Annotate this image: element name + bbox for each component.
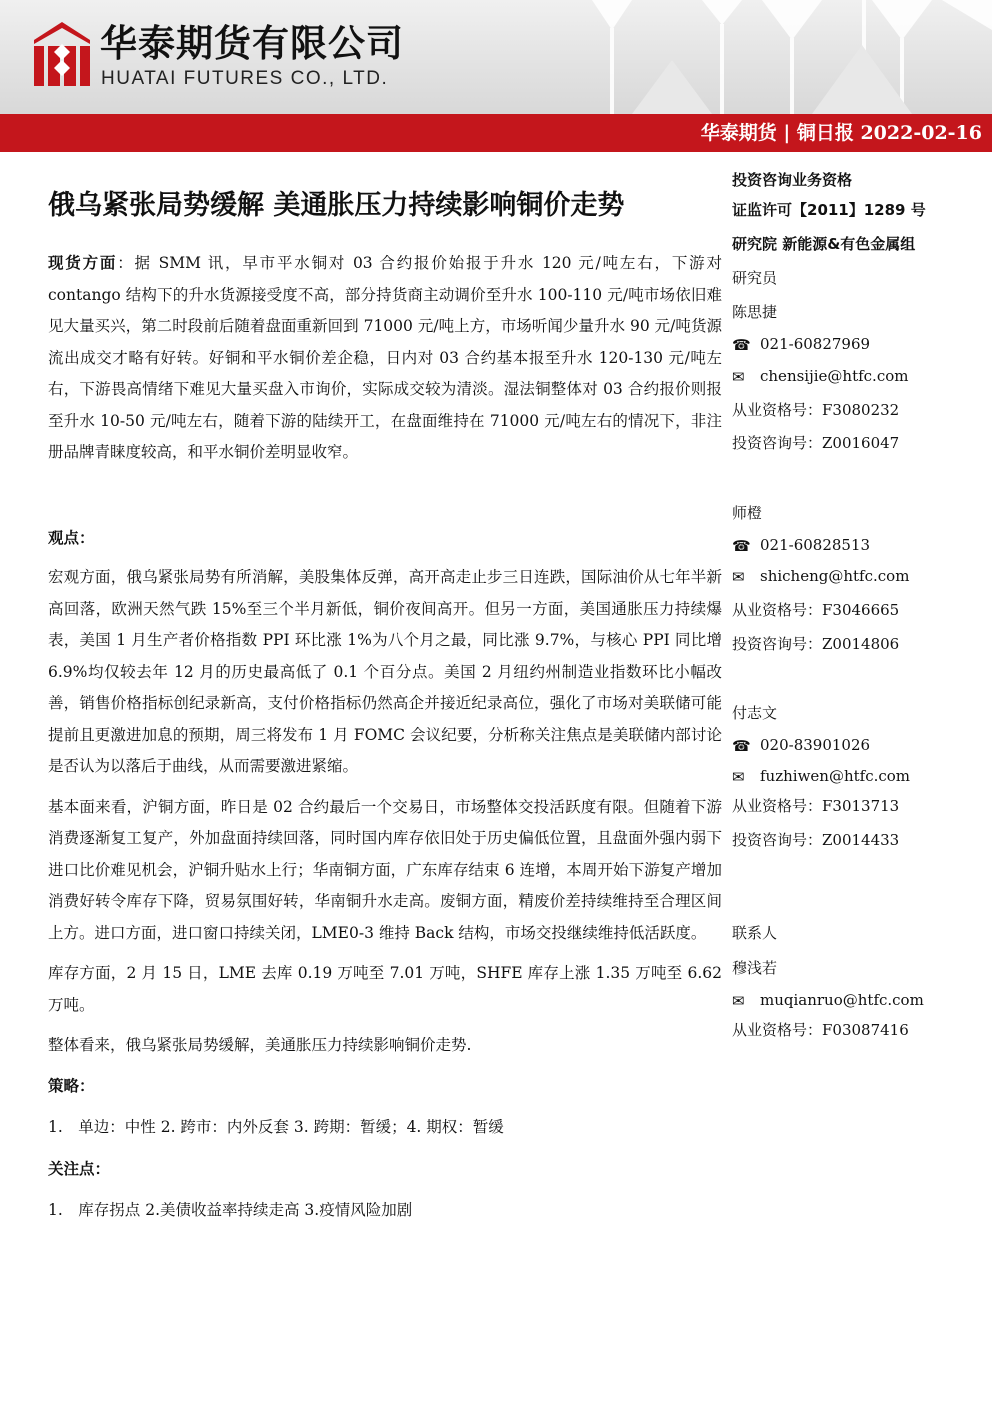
phone-icon: ☎ [732,737,751,755]
page-header [0,0,992,114]
analyst-3-advisory: 投资咨询号：Z0014433 [732,831,900,849]
contact-name: 穆浅若 [732,959,778,977]
spot-paragraph [48,248,722,469]
huatai-logo-icon [34,22,90,86]
view-heading: 观点： [48,528,95,547]
macro-paragraph: 宏观方面，俄乌紧张局势有所消解，美股集体反弹，高开高走止步三日连跌，国际油价从七年半新高回落，欧洲天然气跌 15%至三个半月新低，铜价夜间高开。但另一方面，美国通胀压力持续爆表，美国 1 月生产者价格指数 PPI 环比涨 1%为八个月之最，同比涨 9.7%，与核心 PPI 同比增 6.9%均仅较去年 12 月的历史最高低了 0.1 个百分点。美国 2 月纽约州制造业指数环比小幅改善，销售价格指标创纪录新高，支付价格指标仍然高企并接近纪录高位，强化了市场对美联储可能提前且更激进加息的预期，周三将发布 1 月 FOMC 会议纪要，分析称关注焦点是美联储内部讨论是否认为以落后于曲线，从而需要激进紧缩。 [48,568,722,775]
inventory-paragraph: 库存方面，2 月 15 日，LME 去库 0.19 万吨至 7.01 万吨，SHFE 库存上涨 1.35 万吨至 6.62 万吨。 [48,964,722,1014]
email-icon: ✉ [732,768,745,786]
analyst-2-phone: ☎ 021-60828513 [732,536,871,555]
report-line: 华泰期货 | 铜日报 2022-02-16 [700,122,982,144]
analyst-3-cert: 从业资格号：F3013713 [732,797,900,815]
analyst-3-name: 付志文 [732,704,778,722]
license-number: 证监许可【2011】1289 号 [732,201,926,219]
main-content [48,248,722,1227]
contact-email[interactable]: ✉ muqianruo@htfc.com [732,991,924,1010]
contact-cert: 从业资格号：F03087416 [732,1021,909,1039]
email-icon: ✉ [732,568,745,586]
contact-label: 联系人 [732,924,778,942]
analyst-1-advisory: 投资咨询号：Z0016047 [732,434,900,452]
analyst-1-phone: ☎ 021-60827969 [732,335,871,354]
company-name-en: HUATAI FUTURES CO., LTD. [101,68,389,89]
strategy-heading: 策略： [48,1076,95,1095]
focus-heading: 关注点： [48,1159,111,1178]
summary-paragraph: 整体看来，俄乌紧张局势缓解，美通胀压力持续影响铜价走势. [48,1036,472,1054]
header-decoration [572,0,992,114]
analyst-1-cert: 从业资格号：F3080232 [732,401,900,419]
spot-label: 现货方面 [48,254,118,272]
analyst-2-advisory: 投资咨询号：Z0014806 [732,635,900,653]
fundamental-paragraph: 基本面来看，沪铜方面，昨日是 02 合约最后一个交易日，市场整体交投活跃度有限。但随着下游消费逐渐复工复产，外加盘面持续回落，同时国内库存依旧处于历史偏低位置，且盘面外强内弱下进口比价难见机会，沪铜升贴水上行；华南铜方面，广东库存结束 6 连增，本周开始下游复产增加消费好转令库存下降，贸易氛围好转，华南铜升水走高。废铜方面，精废价差持续维持至合理区间上方。进口方面，进口窗口持续关闭，LME0-3 维持 Back 结构，市场交投继续维持低活跃度。 [48,797,722,942]
phone-icon: ☎ [732,336,751,354]
analyst-2-cert: 从业资格号：F3046665 [732,601,900,619]
phone-icon: ☎ [732,537,751,555]
report-title: 俄乌紧张局势缓解 美通胀压力持续影响铜价走势 [48,190,625,221]
analyst-2-email[interactable]: ✉ shicheng@htfc.com [732,567,910,586]
report-banner [0,114,992,152]
analyst-3-email[interactable]: ✉ fuzhiwen@htfc.com [732,767,911,786]
email-icon: ✉ [732,368,745,386]
strategy-text: 1. 单边：中性 2. 跨市：内外反套 3. 跨期：暂缓；4. 期权：暂缓 [48,1118,504,1136]
analyst-2-name: 师橙 [732,504,763,522]
spot-text: ：据 SMM 讯，早市平水铜对 03 合约报价始报于升水 120 元/吨左右，下游对 contango 结构下的升水货源接受度不高，部分持货商主动调价至升水 100-110 元/吨市场依旧难见大量买兴，第二时段前后随着盘面重新回到 71000 元/吨上方，市场听闻少量升水 90 元/吨货源流出成交才略有好转。好铜和平水铜价差企稳，日内对 03 合约基本报至升水 120-130 元/吨左右，下游畏高情绪下难见大量买盘入市询价，实际成交较为清淡。湿法铜整体对 03 合约报价则报至升水 10-50 元/吨左右，随着下游的陆续开工，在盘面维持在 71000 元/吨左右的情况下，非注册品牌青睐度较高，和平水铜价差明显收窄。 [48,254,722,461]
analyst-3-phone: ☎ 020-83901026 [732,736,871,755]
analyst-1-name: 陈思捷 [732,303,778,321]
email-icon: ✉ [732,992,745,1010]
qualification-title: 投资咨询业务资格 [732,171,853,189]
researcher-label: 研究员 [732,269,778,287]
department: 研究院 新能源&有色金属组 [732,235,916,253]
analyst-1-email[interactable]: ✉ chensijie@htfc.com [732,367,909,386]
focus-text: 1. 库存拐点 2.美债收益率持续走高 3.疫情风险加剧 [48,1201,413,1219]
company-name-cn: 华泰期货有限公司 [100,22,404,65]
